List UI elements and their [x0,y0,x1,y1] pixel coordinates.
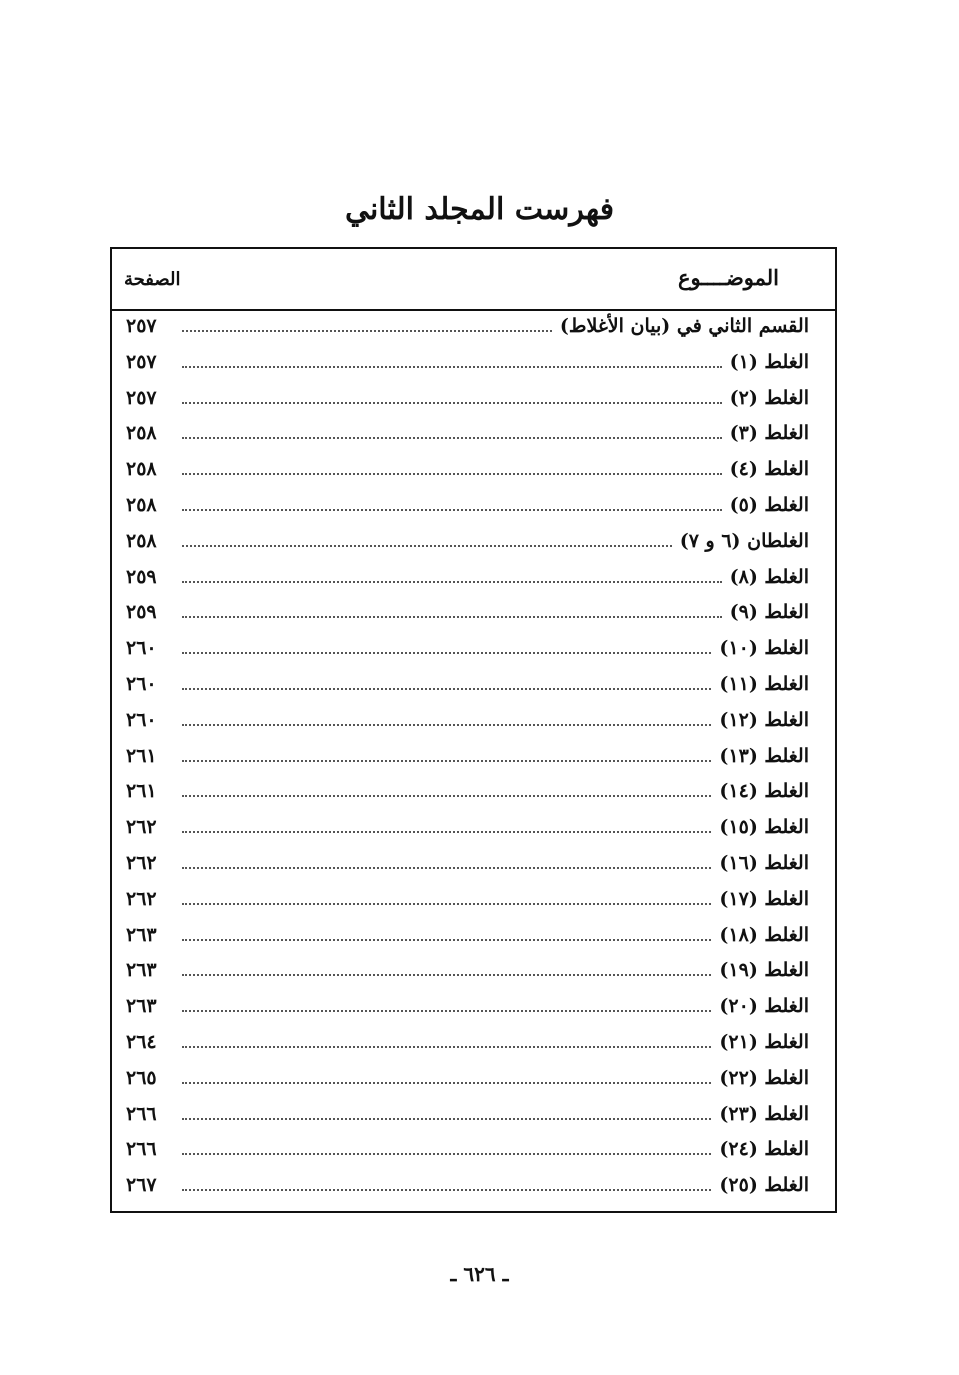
dot-leader [182,640,711,654]
toc-entry-page: ٢٥٧ [126,315,157,337]
toc-entry [112,530,835,566]
toc-entry-page: ٢٥٨ [126,422,157,445]
toc-entry [112,387,835,423]
dot-leader [182,425,722,439]
toc-entry-page: ٢٦١ [126,744,157,767]
toc-entry-page: ٢٦٧ [126,1174,157,1197]
dot-leader [182,676,711,690]
toc-entry-title: الغلط (٣) [729,422,809,445]
dot-leader [182,998,711,1012]
toc-entry-page: ٢٥٨ [126,529,157,552]
toc-entry-title: الغلط (٢٣) [719,1102,809,1125]
dot-leader [182,1034,711,1048]
toc-header [112,249,835,311]
dot-leader [182,1141,711,1155]
toc-entry [112,458,835,494]
toc-entry [112,959,835,995]
toc-entry-page: ٢٦٢ [126,816,157,839]
toc-entry-page: ٢٦٣ [126,959,157,982]
page-number: ـ ٦٢٦ ـ [450,1262,509,1286]
toc-entry-page: ٢٥٨ [126,458,157,481]
dot-leader [182,855,711,869]
table-of-contents [110,247,837,1213]
toc-entry-page: ٢٥٩ [126,565,157,588]
toc-entry [112,637,835,673]
toc-entry-title: الغلط (٩) [729,601,809,624]
toc-entry-page: ٢٦٠ [126,637,157,660]
toc-entry [112,315,835,351]
toc-entry-page: ٢٦٦ [126,1138,157,1161]
toc-entry [112,995,835,1031]
toc-entry [112,351,835,387]
dot-leader [182,318,552,332]
toc-entry-title: الغلط (١٨) [719,923,809,946]
toc-entry-title: الغلط (١٧) [719,887,809,910]
toc-entry [112,745,835,781]
dot-leader [182,497,722,511]
dot-leader [182,604,722,618]
toc-entry-page: ٢٦٠ [126,672,157,695]
toc-entry [112,601,835,637]
toc-entry-page: ٢٦٠ [126,708,157,731]
dot-leader [182,533,672,547]
toc-entry-title: الغلط (٥) [729,493,809,516]
toc-entry [112,709,835,745]
toc-entry [112,780,835,816]
toc-entry-title: القسم الثاني في (بيان الأغلاط) [559,315,809,337]
toc-entry [112,1103,835,1139]
toc-entry-title: الغلط (٢١) [719,1030,809,1053]
dot-leader [182,1106,711,1120]
toc-entry-page: ٢٦٦ [126,1102,157,1125]
toc-entry-title: الغلط (١٢) [719,708,809,731]
toc-entry-title: الغلط (١٦) [719,851,809,874]
toc-entry-page: ٢٦١ [126,780,157,803]
toc-entry-page: ٢٦٣ [126,923,157,946]
dot-leader [182,461,722,475]
toc-entry-title: الغلط (١٤) [719,780,809,803]
dot-leader [182,783,711,797]
toc-entry [112,1174,835,1210]
dot-leader [182,390,722,404]
toc-entry-title: الغلط (٤) [729,458,809,481]
dot-leader [182,962,711,976]
toc-entry [112,888,835,924]
toc-entry [112,1067,835,1103]
page-column-header: الصفحة [124,269,181,290]
dot-leader [182,712,711,726]
toc-entry-title: الغلطان (٦ و ٧) [679,529,809,552]
dot-leader [182,354,722,368]
toc-entry [112,422,835,458]
toc-entry-page: ٢٦٢ [126,887,157,910]
toc-entry [112,673,835,709]
toc-entry-title: الغلط (٢) [729,386,809,409]
toc-entry [112,816,835,852]
page-title: فهرست المجلد الثاني [344,192,615,227]
toc-entry-title: الغلط (٢٤) [719,1138,809,1161]
toc-entry-page: ٢٥٧ [126,350,157,373]
toc-entry-page: ٢٦٣ [126,995,157,1018]
toc-entry-page: ٢٥٧ [126,386,157,409]
toc-entry-page: ٢٥٨ [126,493,157,516]
toc-entry [112,566,835,602]
dot-leader [182,748,711,762]
toc-entry-title: الغلط (١٠) [719,637,809,660]
dot-leader [182,569,722,583]
dot-leader [182,891,711,905]
toc-entry [112,1138,835,1174]
toc-entry-title: الغلط (١١) [719,672,809,695]
topic-column-header: الموضــــوع [677,265,779,290]
toc-entry-title: الغلط (١٣) [719,744,809,767]
toc-entry-title: الغلط (٢٥) [719,1174,809,1197]
toc-entry-title: الغلط (٨) [729,565,809,588]
toc-entry [112,494,835,530]
toc-entry-title: الغلط (١٩) [719,959,809,982]
toc-entry-title: الغلط (٢٢) [719,1066,809,1089]
toc-entry-page: ٢٥٩ [126,601,157,624]
toc-entry-title: الغلط (١) [729,350,809,373]
toc-entry [112,852,835,888]
toc-entry-page: ٢٦٢ [126,851,157,874]
toc-entry-page: ٢٦٤ [126,1030,157,1053]
toc-entry-list [112,315,835,1210]
toc-entry [112,1031,835,1067]
dot-leader [182,1070,711,1084]
dot-leader [182,1177,711,1191]
toc-entry-title: الغلط (٢٠) [719,995,809,1018]
dot-leader [182,819,711,833]
toc-entry-title: الغلط (١٥) [719,816,809,839]
toc-entry [112,924,835,960]
dot-leader [182,927,711,941]
toc-entry-page: ٢٦٥ [126,1066,157,1089]
